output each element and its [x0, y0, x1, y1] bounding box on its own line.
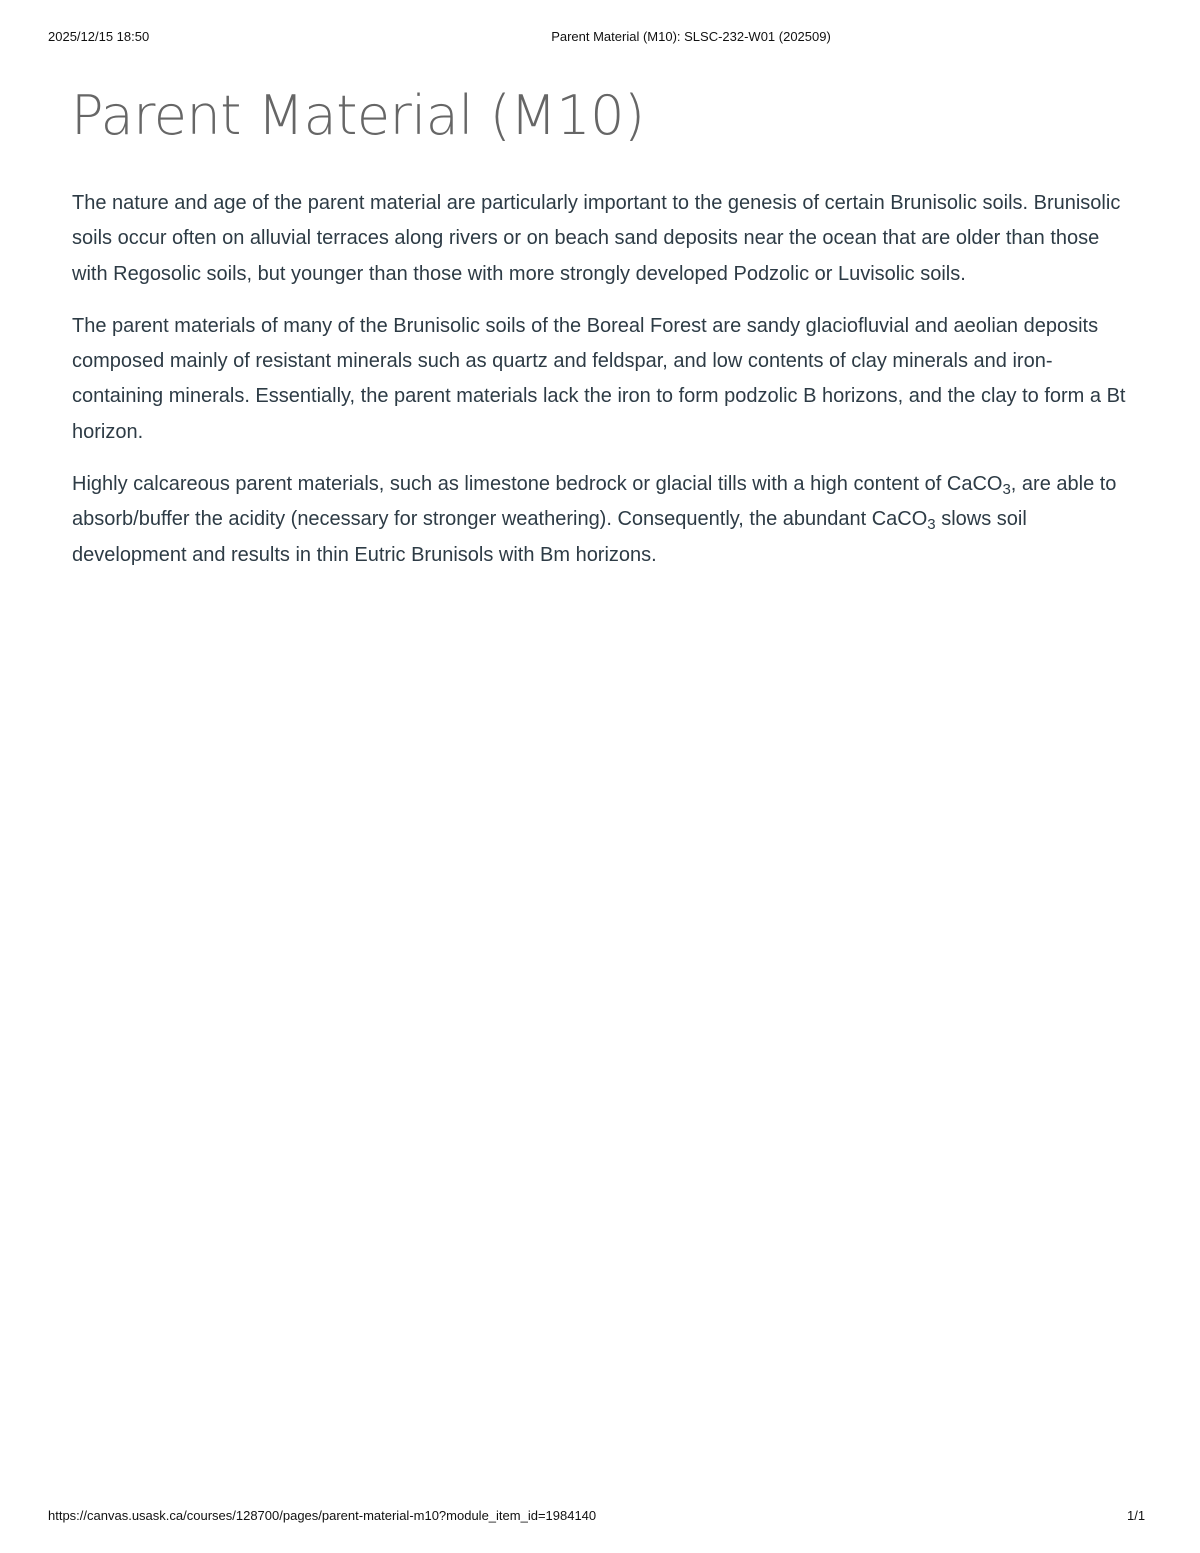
subscript: 3: [927, 516, 936, 534]
paragraph-2: The parent materials of many of the Brunisolic soils of the Boreal Forest are sandy glaciofluvial and aeolian deposits composed mainly of resistant minerals such as quartz and feldspar, and low contents of clay minerals and iron-containing minerals. Essentially, the parent materials lack the iron to form podzolic B horizons, and the clay to form a Bt horizon.: [72, 314, 1126, 443]
page-number: 1/1: [1127, 1508, 1146, 1523]
paragraph-3-part-1: Highly calcareous parent materials, such as limestone bedrock or glacial tills with a high content of CaCO: [72, 473, 1003, 496]
print-timestamp: 2025/12/15 18:50: [48, 29, 150, 44]
paragraph-3-part-3: slows soil development and results in thin Eutric Brunisols with Bm horizons.: [72, 508, 1027, 566]
paragraph-3-part-2: , are able to absorb/buffer the acidity (necessary for stronger weathering). Consequently, the abundant CaCO: [72, 473, 1117, 531]
print-header: [0, 29, 1200, 47]
page-content: [72, 186, 1132, 590]
paragraph-3: [72, 467, 1132, 573]
paragraph-1: The nature and age of the parent material are particularly important to the genesis of certain Brunisolic soils. Brunisolic soils occur often on alluvial terraces along rivers or on beach sand deposits near the ocean that are older than those with Regosolic soils, but younger than those with more strongly developed Podzolic or Luvisolic soils.: [72, 192, 1121, 285]
page-title: Parent Material (M10): [71, 84, 645, 147]
subscript: 3: [1002, 480, 1011, 498]
page-url: https://canvas.usask.ca/courses/128700/pages/parent-material-m10?module_item_id=1984140: [48, 1508, 597, 1523]
print-document-title: Parent Material (M10): SLSC-232-W01 (202509): [551, 29, 831, 44]
